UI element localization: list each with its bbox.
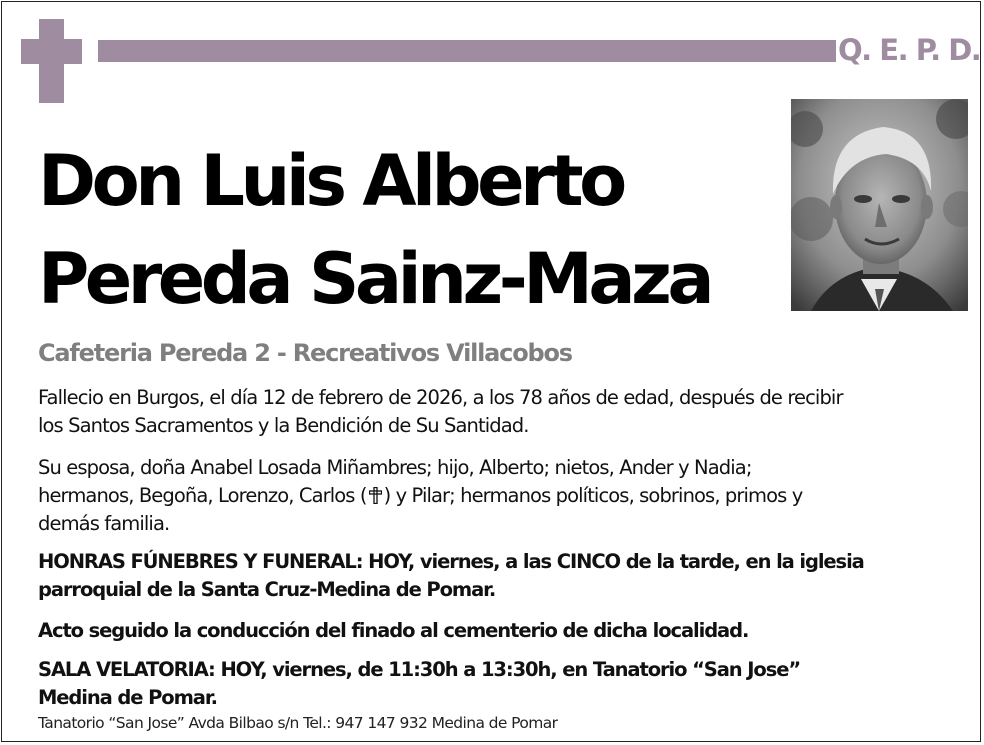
cross-icon-horizontal	[21, 39, 82, 64]
funeral-info: HONRAS FÚNEBRES Y FUNERAL: HOY, viernes, a las CINCO de la tarde, en la iglesia parroquial de la Santa Cruz-Medina de Pomar.	[38, 550, 864, 601]
qepd-label: Q. E. P. D.	[838, 33, 981, 67]
deceased-name	[38, 132, 778, 328]
funeral-home-address: Tanatorio “San Jose” Avda Bilbao s/n Tel.: 947 147 932 Medina de Pomar	[38, 714, 558, 732]
name-line-2: Pereda Sainz-Maza	[38, 238, 711, 320]
name-line-1: Don Luis Alberto	[38, 140, 623, 222]
business-name: Cafeteria Pereda 2 - Recreativos Villacobos	[38, 339, 572, 367]
obituary-card	[1, 1, 981, 742]
family-list: Su esposa, doña Anabel Losada Miñambres; hijo, Alberto; nietos, Ander y Nadia; hermanos, Begoña, Lorenzo, Carlos ( ) y Pilar; hermanos políticos, sobrinos, primos y demás familia.	[38, 456, 803, 535]
wake-info: SALA VELATORIA: HOY, viernes, de 11:30h a 13:30h, en Tanatorio “San Jose” Medina de Pomar.	[38, 658, 801, 709]
header-bar	[98, 40, 836, 62]
portrait-photo	[791, 99, 968, 311]
burial-info: Acto seguido la conducción del finado al cementerio de dicha localidad.	[38, 619, 749, 642]
deceased-cross-icon	[369, 487, 382, 504]
death-notice: Fallecio en Burgos, el día 12 de febrero de 2026, a los 78 años de edad, después de recibir los Santos Sacramentos y la Bendición de Su Santidad.	[38, 386, 843, 437]
